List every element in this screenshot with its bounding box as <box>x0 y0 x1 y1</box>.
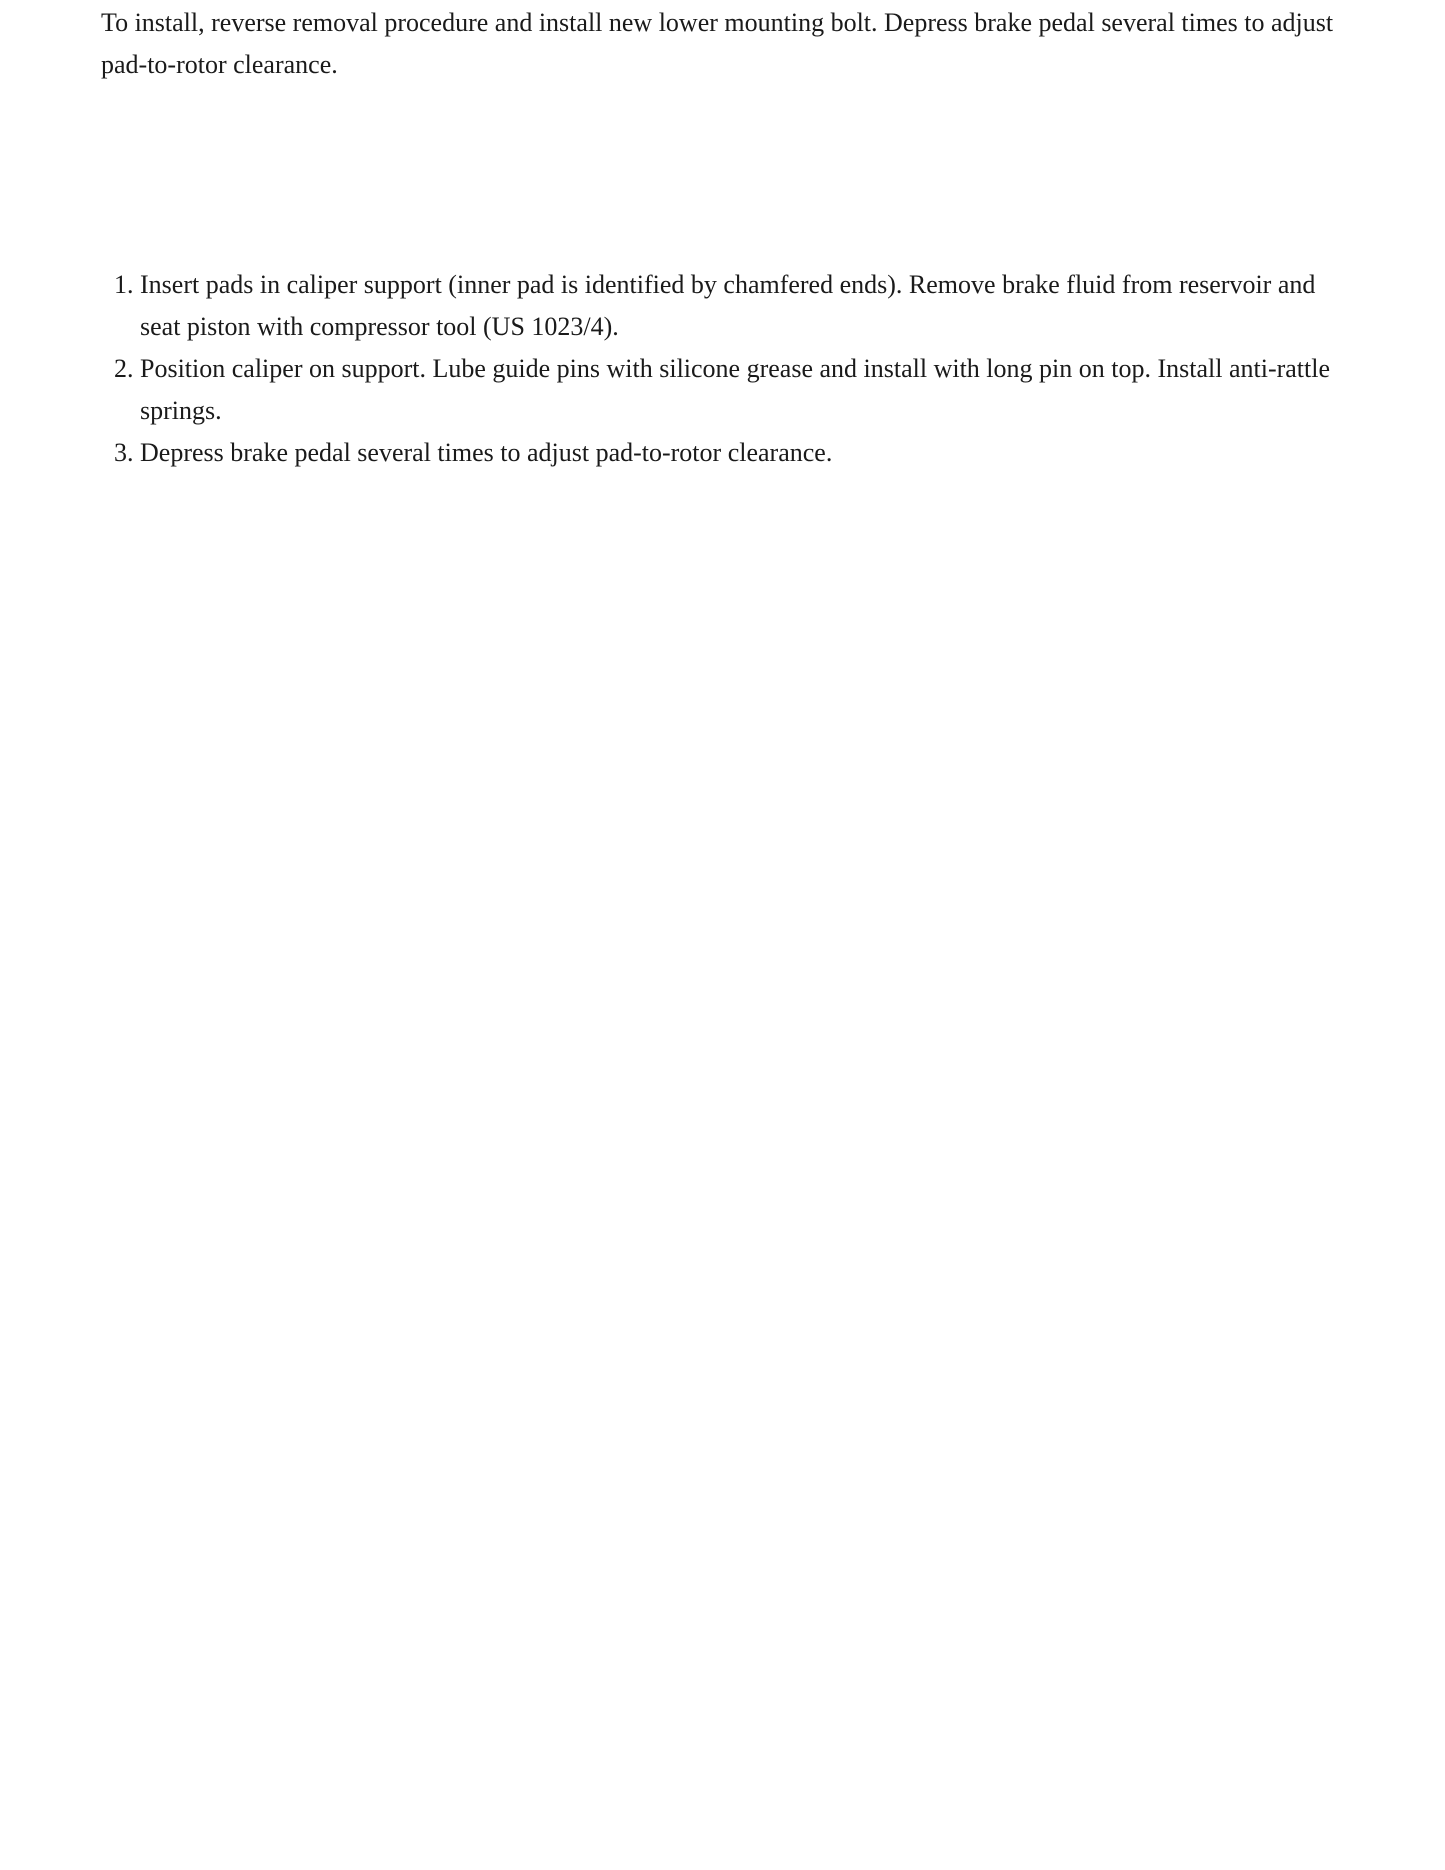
installation-steps-list <box>101 264 1341 474</box>
list-item: 3. Depress brake pedal several times to adjust pad-to-rotor clearance. <box>140 432 1341 474</box>
intro-paragraph: To install, reverse removal procedure and install new lower mounting bolt. Depress brake pedal several times to adjust pad-to-rotor clearance. <box>101 8 1334 79</box>
list-item: 1. Insert pads in caliper support (inner pad is identified by chamfered ends). Remove brake fluid from reservoir and seat piston with compressor tool (US 1023/4). <box>140 264 1341 348</box>
document-page <box>101 0 1341 474</box>
list-item: 2. Position caliper on support. Lube guide pins with silicone grease and install with long pin on top. Install anti-rattle springs. <box>140 348 1341 432</box>
